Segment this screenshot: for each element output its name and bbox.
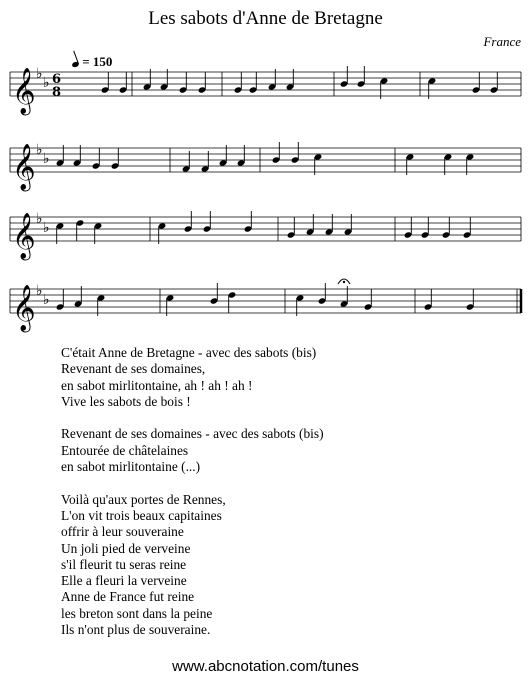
lyric-line: Anne de France fut reine — [61, 589, 195, 605]
fermata-dot — [343, 281, 345, 283]
treble-clef-icon: 𝄞 — [12, 144, 36, 190]
lyric-line: Un joli pied de verveine — [61, 540, 191, 556]
treble-clef-icon: 𝄞 — [12, 68, 36, 114]
lyric-line: Ils n'ont plus de souveraine. — [61, 622, 211, 638]
time-signature-denominator: 8 — [52, 85, 62, 100]
tempo-value: = 150 — [82, 54, 113, 69]
treble-clef-icon: 𝄞 — [12, 285, 36, 331]
flat-icon: ♭ — [36, 211, 43, 227]
flat-icon: ♭ — [36, 283, 43, 299]
treble-clef-icon: 𝄞 — [12, 213, 36, 259]
flat-icon: ♭ — [43, 151, 50, 167]
lyrics-stanza — [61, 492, 324, 639]
footer-url: www.abcnotation.com/tunes — [172, 658, 359, 675]
lyric-line: Voilà qu'aux portes de Rennes, — [61, 491, 226, 507]
flat-icon: ♭ — [43, 292, 50, 308]
lyric-line: s'il fleurit tu seras reine — [61, 556, 187, 572]
tune-title: Les sabots d'Anne de Bretagne — [148, 8, 383, 29]
lyric-line: les breton sont dans la peine — [61, 605, 213, 621]
music-score — [0, 0, 531, 340]
lyric-line: Revenant de ses domaines - avec des sabots (bis) — [61, 426, 324, 442]
flat-icon: ♭ — [43, 75, 50, 91]
lyrics-block — [61, 345, 324, 655]
lyric-line: en sabot mirlitontaine (...) — [61, 459, 201, 475]
lyrics-stanza — [61, 345, 324, 410]
flat-icon: ♭ — [43, 220, 50, 236]
flat-icon: ♭ — [36, 66, 43, 82]
lyric-line: offrir à leur souveraine — [61, 524, 184, 540]
lyric-line: Entourée de châtelaines — [61, 442, 189, 458]
lyric-line: L'on vit trois beaux capitaines — [61, 507, 222, 523]
lyric-line: Elle a fleuri la verveine — [61, 573, 187, 589]
lyric-line: en sabot mirlitontaine, ah ! ah ! ah ! — [61, 377, 253, 393]
tune-origin: France — [483, 34, 521, 49]
lyric-line: C'était Anne de Bretagne - avec des sabots (bis) — [61, 345, 317, 360]
lyric-line: Vive les sabots de bois ! — [61, 393, 191, 409]
lyric-line: Revenant de ses domaines, — [61, 361, 206, 377]
flat-icon: ♭ — [36, 142, 43, 158]
time-signature-numerator: 6 — [52, 72, 62, 87]
lyrics-stanza — [61, 426, 324, 475]
